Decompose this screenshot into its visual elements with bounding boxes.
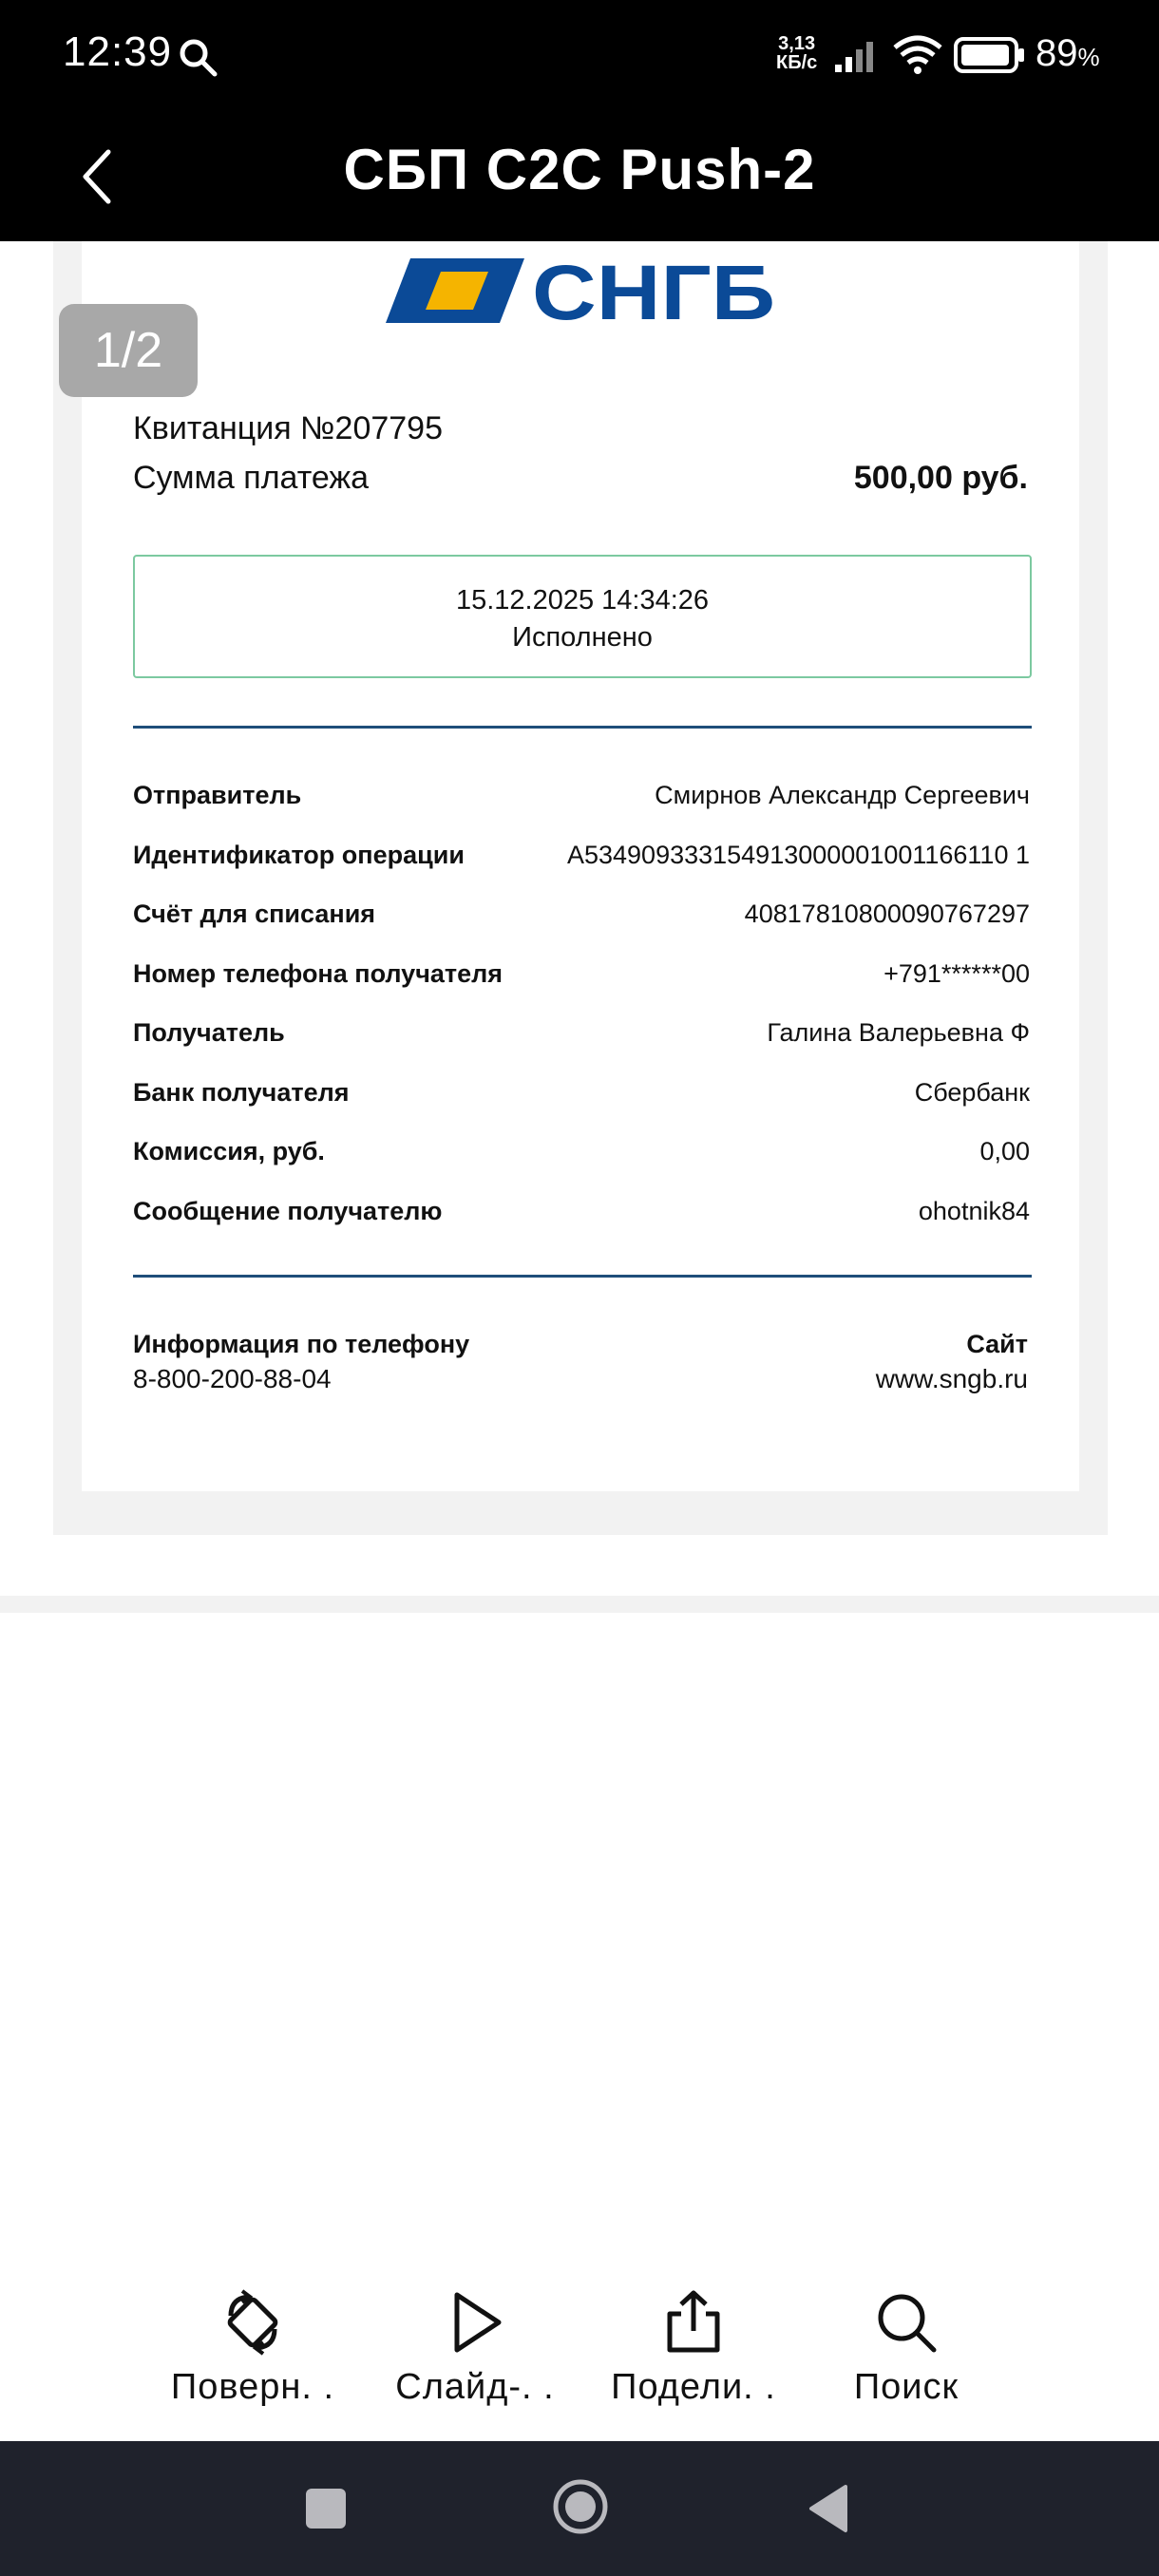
search-icon bbox=[871, 2287, 941, 2358]
detail-row-recipient-phone bbox=[133, 956, 1030, 1015]
slideshow-button[interactable] bbox=[380, 2270, 570, 2408]
battery-percentage-unit: % bbox=[1077, 43, 1100, 71]
rotate-label: Поверн. . bbox=[170, 2367, 335, 2407]
page-separator bbox=[0, 1596, 1159, 1613]
info-phone-label: Информация по телефону bbox=[133, 1330, 470, 1358]
detail-value: Галина Валерьевна Ф bbox=[767, 1018, 1030, 1047]
detail-label: Банк получателя bbox=[133, 1077, 350, 1107]
info-phone-number: 8-800-200-88-04 bbox=[133, 1364, 332, 1393]
detail-value: Смирнов Александр Сергеевич bbox=[655, 781, 1030, 809]
divider-top bbox=[133, 726, 1032, 729]
amount-value: 500,00 руб. bbox=[853, 460, 1028, 496]
detail-row-message bbox=[133, 1193, 1030, 1253]
site-url: www.sngb.ru bbox=[875, 1364, 1028, 1393]
status-bar bbox=[0, 0, 1159, 112]
detail-value: 0,00 bbox=[979, 1137, 1030, 1165]
share-icon bbox=[658, 2287, 729, 2358]
viewer-toolbar bbox=[0, 2270, 1159, 2441]
battery-percentage bbox=[1036, 32, 1100, 75]
payment-status: Исполнено bbox=[512, 622, 653, 653]
share-button[interactable] bbox=[598, 2270, 788, 2408]
network-speed-unit: КБ/с bbox=[776, 52, 818, 73]
network-speed-value: 3,13 bbox=[778, 33, 816, 54]
clock: 12:39 bbox=[63, 28, 173, 75]
rotate-icon bbox=[218, 2287, 288, 2358]
detail-label: Номер телефона получателя bbox=[133, 958, 504, 988]
detail-label: Сообщение получателю bbox=[133, 1196, 443, 1225]
amount-label: Сумма платежа bbox=[133, 460, 370, 496]
receipt-details bbox=[133, 777, 1030, 1252]
search-button[interactable] bbox=[811, 2270, 1001, 2408]
app-header bbox=[0, 112, 1159, 241]
battery-icon bbox=[954, 36, 1026, 74]
share-label: Подели. . bbox=[611, 2367, 776, 2407]
page-indicator: 1/2 bbox=[59, 304, 198, 397]
detail-label: Комиссия, руб. bbox=[133, 1137, 325, 1165]
cell-signal-icon bbox=[833, 36, 883, 74]
search-icon bbox=[177, 36, 218, 78]
detail-row-commission bbox=[133, 1133, 1030, 1193]
detail-label: Счёт для списания bbox=[133, 900, 376, 928]
detail-label: Отправитель bbox=[133, 781, 302, 809]
detail-row-operation-id bbox=[133, 837, 1030, 897]
detail-value: A534909333154913000001001166110 1 bbox=[566, 840, 1030, 869]
detail-value: Сбербанк bbox=[914, 1077, 1030, 1107]
home-icon[interactable] bbox=[551, 2477, 610, 2536]
detail-row-sender bbox=[133, 777, 1030, 837]
divider-bottom bbox=[133, 1275, 1032, 1278]
recent-apps-icon[interactable] bbox=[306, 2489, 346, 2529]
detail-value: +791******00 bbox=[884, 958, 1030, 988]
bank-logo bbox=[386, 256, 777, 325]
detail-row-recipient-bank bbox=[133, 1074, 1030, 1134]
play-icon bbox=[440, 2287, 510, 2358]
bank-logo-text: СНГБ bbox=[532, 256, 775, 325]
system-nav-bar bbox=[0, 2441, 1159, 2576]
wifi-icon bbox=[891, 34, 944, 76]
detail-value: 40817810800090767297 bbox=[744, 900, 1030, 928]
payment-status-box bbox=[133, 555, 1032, 678]
network-speed bbox=[776, 34, 817, 72]
rotate-button[interactable] bbox=[158, 2270, 348, 2408]
detail-label: Идентификатор операции bbox=[133, 840, 465, 869]
payment-datetime: 15.12.2025 14:34:26 bbox=[455, 585, 710, 616]
detail-row-account bbox=[133, 896, 1030, 956]
search-label: Поиск bbox=[853, 2367, 960, 2407]
receipt-number: Квитанция №207795 bbox=[133, 410, 443, 446]
detail-value: ohotnik84 bbox=[918, 1196, 1030, 1225]
page-title: СБП С2С Push-2 bbox=[343, 138, 816, 201]
back-triangle-icon[interactable] bbox=[806, 2483, 849, 2534]
detail-label: Получатель bbox=[133, 1018, 285, 1047]
slideshow-label: Слайд-. . bbox=[395, 2367, 555, 2407]
detail-row-recipient bbox=[133, 1014, 1030, 1074]
site-label: Сайт bbox=[966, 1330, 1028, 1358]
battery-percentage-value: 89 bbox=[1036, 32, 1078, 74]
